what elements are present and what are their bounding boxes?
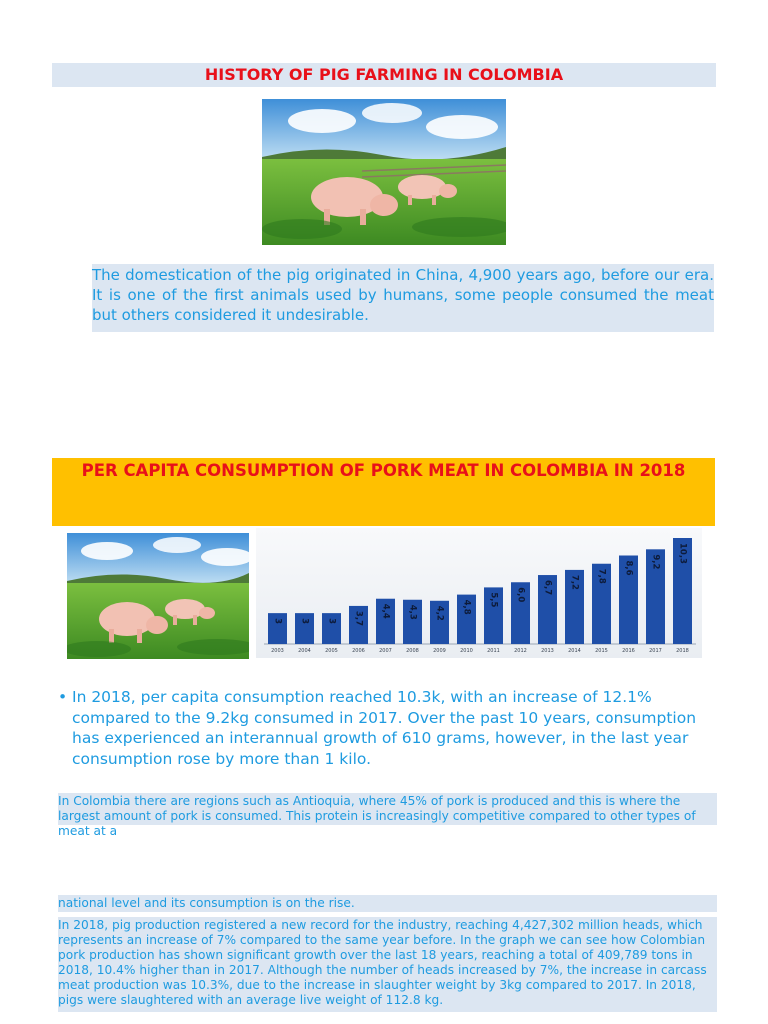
chart-data-label: 4,2 <box>434 605 445 621</box>
chart-tick-label: 2003 <box>271 648 284 654</box>
pig-photo-top <box>262 99 506 245</box>
chart-tick-label: 2009 <box>433 648 446 654</box>
chart-tick-label: 2008 <box>406 648 419 654</box>
national-level-line: national level and its consumption is on the rise. <box>58 895 717 912</box>
history-title: HISTORY OF PIG FARMING IN COLOMBIA <box>52 63 716 87</box>
chart-tick-label: 2016 <box>622 648 635 654</box>
chart-tick-label: 2005 <box>325 648 338 654</box>
antioquia-paragraph: In Colombia there are regions such as Antioquia, where 45% of pork is produced and this is where the largest amount of pork is consumed. This protein is increasingly competitive compared to other types of meat at a <box>58 793 717 825</box>
chart-data-label: 8,6 <box>623 560 634 576</box>
chart-tick-label: 2015 <box>595 648 608 654</box>
consumption-chart <box>256 528 702 658</box>
consumption-bullet <box>58 687 728 769</box>
chart-tick-label: 2017 <box>649 648 662 654</box>
chart-tick-label: 2006 <box>352 648 365 654</box>
chart-data-label: 7,8 <box>596 568 607 584</box>
chart-data-label: 5,5 <box>488 592 499 608</box>
chart-tick-label: 2014 <box>568 648 581 654</box>
chart-data-label: 3 <box>272 618 283 625</box>
bullet-text: In 2018, per capita consumption reached 10.3k, with an increase of 12.1% compared to the 9.2kg consumed in 2017. Over the past 10 years, consumption has experienced an interannual growth of 610 grams, however, in the last year consumption rose by more than 1 kilo. <box>72 688 697 768</box>
chart-data-label: 3 <box>326 618 337 625</box>
pig-photo-icon <box>262 99 506 245</box>
chart-data-label: 10,3 <box>677 543 688 564</box>
chart-data-label: 4,8 <box>461 599 472 615</box>
chart-tick-label: 2010 <box>460 648 473 654</box>
chart-data-label: 3 <box>299 618 310 625</box>
chart-tick-label: 2007 <box>379 648 392 654</box>
chart-tick-label: 2011 <box>487 648 500 654</box>
chart-data-label: 6,0 <box>515 587 526 603</box>
chart-data-label: 3,7 <box>353 610 364 626</box>
history-paragraph: The domestication of the pig originated in China, 4,900 years ago, before our era. It is one of the first animals used by humans, some people consumed the meat but others considered it undesirable. <box>92 264 714 332</box>
chart-data-label: 4,3 <box>407 604 418 620</box>
pig-photo-bottom <box>67 533 249 659</box>
chart-data-label: 4,4 <box>380 603 391 619</box>
chart-tick-label: 2012 <box>514 648 527 654</box>
bullet-icon: • <box>58 688 68 706</box>
chart-tick-label: 2013 <box>541 648 554 654</box>
consumption-title: PER CAPITA CONSUMPTION OF PORK MEAT IN COLOMBIA IN 2018 <box>52 458 715 526</box>
production-paragraph: In 2018, pig production registered a new record for the industry, reaching 4,427,302 million heads, which represents an increase of 7% compared to the same year before. In the graph we can see how Colombian pork production has shown significant growth over the last 18 years, reaching a total of 409,789 tons in 2018, 10.4% higher than in 2017. Although the number of heads increased by 7%, the increase in carcass meat production was 10.3%, due to the increase in slaughter weight by 3kg compared to 2017. In 2018, pigs were slaughtered with an average live weight of 112.8 kg. <box>58 917 717 1012</box>
chart-data-label: 9,2 <box>650 554 661 570</box>
chart-data-label: 7,2 <box>569 574 580 590</box>
chart-tick-label: 2004 <box>298 648 311 654</box>
consumption-bar-chart <box>256 528 702 658</box>
pig-photo-icon <box>67 533 249 659</box>
chart-tick-label: 2018 <box>676 648 689 654</box>
chart-data-label: 6,7 <box>542 580 553 596</box>
